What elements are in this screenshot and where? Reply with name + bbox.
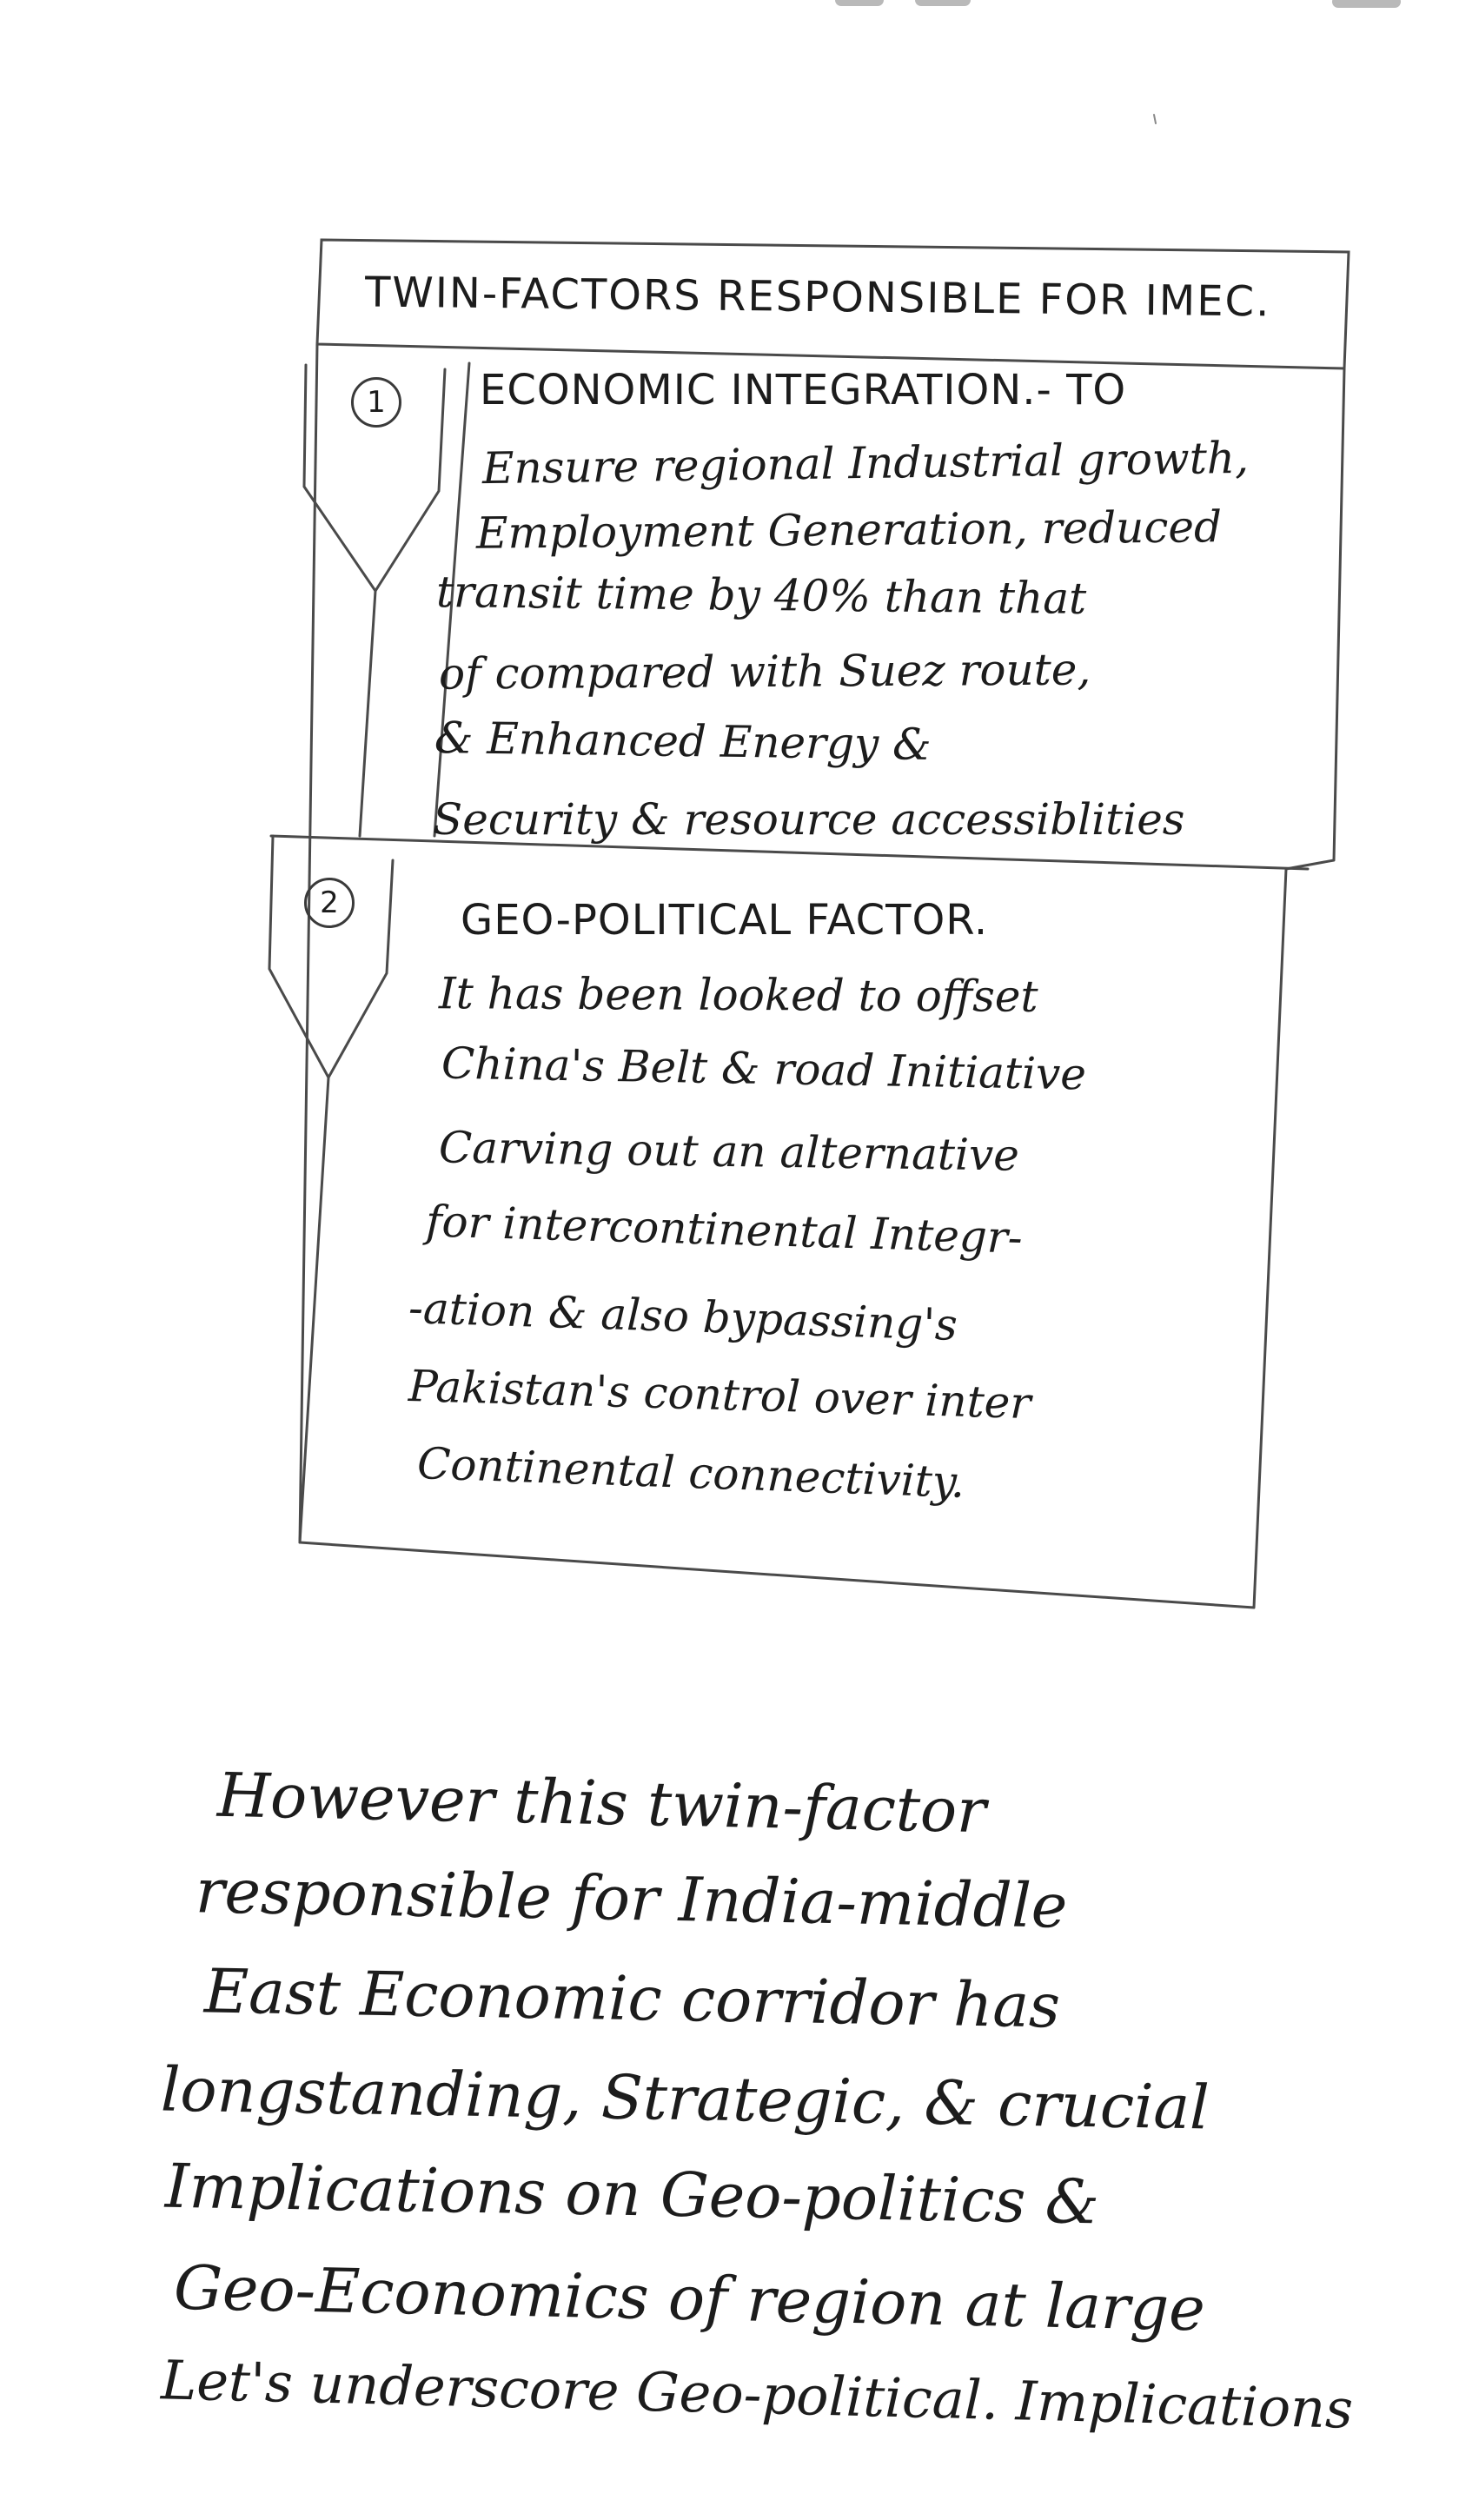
row1-number-badge: 1	[351, 377, 401, 428]
row1-line: & Enhanced Energy &	[434, 713, 932, 770]
paragraph-line: East Economic corridor has	[203, 1955, 1061, 2042]
paragraph-line: However this twin-factor	[216, 1759, 987, 1847]
stray-mark	[1154, 115, 1156, 123]
row2-line: Pakistan's control over inter	[408, 1361, 1032, 1429]
row2-line: Continental connectivity.	[416, 1438, 966, 1508]
paragraph-line: longstanding, Strategic, & crucial	[160, 2053, 1210, 2144]
row2-line: for intercontinental Integr-	[425, 1196, 1024, 1263]
row1-connector	[360, 591, 375, 836]
row1-line: Ensure regional Industrial growth,	[481, 432, 1250, 494]
paragraph-line: Geo-Economics of region at large	[173, 2251, 1206, 2345]
row2-line: Carving out an alternative	[438, 1122, 1020, 1181]
row1-line: Security & resource accessiblities	[433, 794, 1185, 845]
row1-line: transit time by 40% than that	[435, 567, 1087, 624]
paragraph-line: responsible for India-middle	[195, 1855, 1068, 1942]
row2-line: -ation & also bypassing's	[408, 1283, 958, 1350]
row1-line: Employment Generation, reduced	[475, 501, 1223, 559]
table-title: TWIN-FACTORS RESPONSIBLE FOR IMEC.	[364, 268, 1271, 327]
paragraph-line: Implications on Geo-politics &	[164, 2150, 1100, 2238]
row2-line: It has been looked to offset	[438, 968, 1038, 1022]
row2-heading: GEO-POLITICAL FACTOR.	[461, 896, 989, 945]
paragraph-line: Let's underscore Geo-political. Implications	[160, 2348, 1354, 2441]
row1-line: of compared with Suez route,	[438, 644, 1091, 700]
row2-number-badge: 2	[304, 878, 355, 928]
row2-shield-shape	[269, 836, 393, 1078]
row1-heading: ECONOMIC INTEGRATION.- TO	[480, 366, 1127, 414]
row2-line: China's Belt & road Initiative	[441, 1038, 1087, 1100]
